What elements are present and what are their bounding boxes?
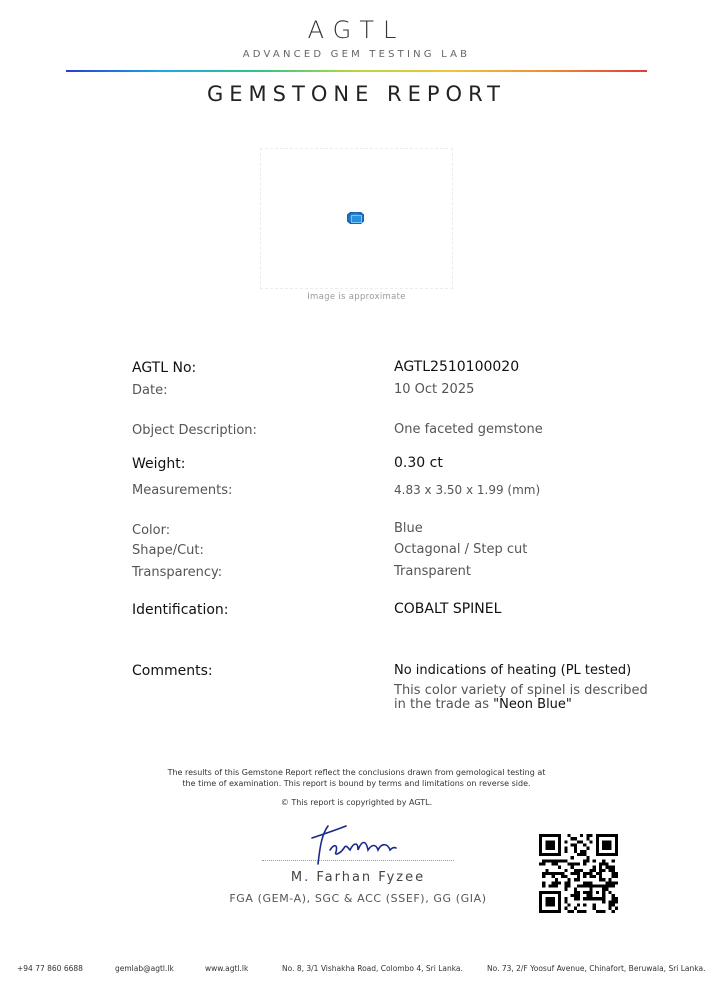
transparency-label: Transparency: (132, 565, 223, 580)
date-value: 10 Oct 2025 (394, 382, 475, 397)
brand-logo: AGTL (307, 16, 406, 44)
comments-line-3 (394, 697, 572, 712)
date-label: Date: (132, 383, 168, 398)
trade-name: "Neon Blue" (493, 697, 572, 712)
identification-label: Identification: (132, 602, 229, 618)
qr-code (539, 834, 618, 913)
color-label: Color: (132, 523, 171, 538)
transparency-value: Transparent (394, 564, 471, 579)
image-caption: Image is approximate (307, 292, 406, 302)
footer-address-beruwala: No. 73, 2/F Yoosuf Avenue, Chinafort, Beruwala, Sri Lanka. (487, 964, 706, 973)
gemstone-table-facet (351, 215, 362, 223)
copyright-notice: © This report is copyrighted by AGTL. (280, 798, 433, 807)
measurements-label: Measurements: (132, 483, 233, 498)
weight-value: 0.30 ct (394, 455, 443, 471)
disclaimer (0, 767, 713, 789)
comments-line-3-text: in the trade as (394, 697, 494, 712)
report-title: GEMSTONE REPORT (207, 82, 506, 106)
footer-phone: +94 77 860 6688 (17, 964, 83, 973)
signer-name: M. Farhan Fyzee (290, 870, 426, 885)
signature-line (262, 860, 454, 861)
signer-qualifications: FGA (GEM-A), SGC & ACC (SSEF), GG (GIA) (229, 892, 487, 905)
weight-label: Weight: (132, 456, 186, 472)
object-description-label: Object Description: (132, 423, 257, 438)
footer-email: gemlab@agtl.lk (115, 964, 174, 973)
shape-cut-label: Shape/Cut: (132, 543, 204, 558)
measurements-value: 4.83 x 3.50 x 1.99 (mm) (394, 483, 541, 497)
shape-cut-value: Octagonal / Step cut (394, 542, 528, 557)
identification-value: COBALT SPINEL (394, 601, 502, 617)
disclaimer-line-1: The results of this Gemstone Report reflect the conclusions drawn from gemological testing at (167, 768, 546, 777)
object-description-value: One faceted gemstone (394, 422, 543, 437)
comments-line-2: This color variety of spinel is described (394, 683, 648, 698)
comments-label: Comments: (132, 663, 213, 679)
comments-line-1: No indications of heating (PL tested) (394, 663, 632, 678)
agtl-no-label: AGTL No: (132, 360, 197, 376)
lab-subtitle: ADVANCED GEM TESTING LAB (242, 49, 471, 60)
rainbow-divider (66, 70, 647, 72)
footer-website: www.agtl.lk (205, 964, 249, 973)
disclaimer-line-2: the time of examination. This report is bound by terms and limitations on reverse side. (182, 779, 531, 788)
footer-address-colombo: No. 8, 3/1 Vishakha Road, Colombo 4, Sri Lanka. (282, 964, 463, 973)
color-value: Blue (394, 521, 423, 536)
agtl-no-value: AGTL2510100020 (394, 359, 520, 375)
